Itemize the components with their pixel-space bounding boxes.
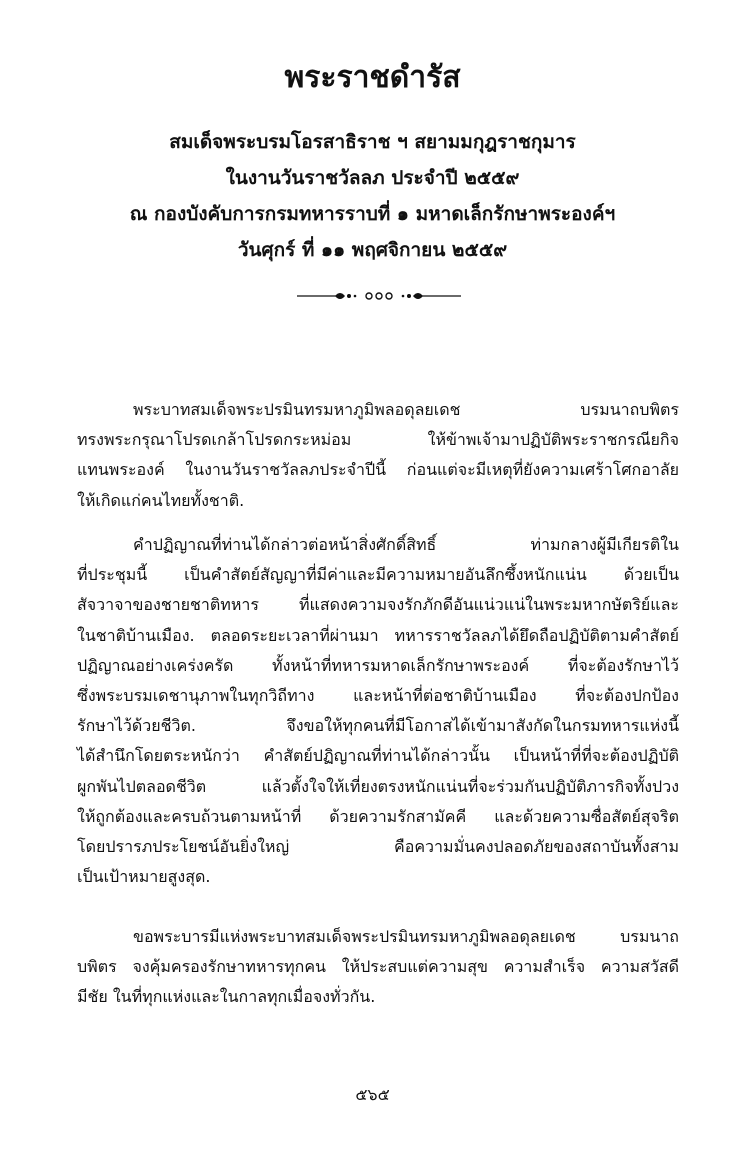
ornament-divider <box>297 286 461 306</box>
text-line: โดยปรารภประโยชน์อันยิ่งใหญ่ คือความมั่นคงปลอดภัยของสถาบันทั้งสาม <box>77 836 679 856</box>
subtitle-line: วันศุกร์ ที่ ๑๑ พฤศจิกายน ๒๕๕๙ <box>237 239 508 261</box>
subtitle-block <box>0 124 745 268</box>
text-line: ผูกพันไปตลอดชีวิต แล้วตั้งใจให้เที่ยงตรงหนักแน่นที่จะร่วมกันปฏิบัติภารกิจทั้งปวง <box>77 776 679 796</box>
subtitle-line: สมเด็จพระบรมโอรสาธิราช ฯ สยามมกุฎราชกุมาร <box>169 131 576 153</box>
paragraph-1 <box>77 395 679 516</box>
text-line: ให้เกิดแก่คนไทยทั้งชาติ. <box>77 490 245 510</box>
paragraph-3 <box>77 922 679 1013</box>
text-line: พระบาทสมเด็จพระปรมินทรมหาภูมิพลอดุลยเดช บรมนาถบพิตร <box>133 400 679 419</box>
text-line: คำปฏิญาณที่ท่านได้กล่าวต่อหน้าสิ่งศักดิ์สิทธิ์ ท่ามกลางผู้มีเกียรติใน <box>133 535 679 554</box>
text-line: แทนพระองค์ ในงานวันราชวัลลภประจำปีนี้ ก่อนแต่จะมีเหตุที่ยังความเศร้าโศกอาลัย <box>77 460 679 480</box>
text-line: สัจวาจาของชายชาติทหาร ที่แสดงความจงรักภักดีอันแน่วแน่ในพระมหากษัตริย์และ <box>77 595 679 615</box>
text-line: ในชาติบ้านเมือง. ตลอดระยะเวลาที่ผ่านมา ทหารราชวัลลภได้ยึดถือปฏิบัติตามคำสัตย์ <box>77 625 679 645</box>
page-title: พระราชดำรัส <box>284 60 461 95</box>
text-line: ซึ่งพระบรมเดชานุภาพในทุกวิถีทาง และหน้าที่ต่อชาติบ้านเมือง ที่จะต้องปกป้อง <box>77 685 679 705</box>
text-line: ที่ประชุมนี้ เป็นคำสัตย์สัญญาที่มีค่าและมีความหมายอันลึกซึ้งหนักแน่น ด้วยเป็น <box>77 565 679 585</box>
paragraph-2 <box>77 530 679 892</box>
subtitle-line: ณ กองบังคับการกรมทหารราบที่ ๑ มหาดเล็กรักษาพระองค์ฯ <box>129 203 616 225</box>
text-line: รักษาไว้ด้วยชีวิต. จึงขอให้ทุกคนที่มีโอกาสได้เข้ามาสังกัดในกรมทหารแห่งนี้ <box>77 716 679 736</box>
text-line: ปฏิญาณอย่างเคร่งครัด ทั้งหน้าที่ทหารมหาดเล็กรักษาพระองค์ ที่จะต้องรักษาไว้ <box>77 655 679 675</box>
text-line: บพิตร จงคุ้มครองรักษาทหารทุกคน ให้ประสบแต่ความสุข ความสำเร็จ ความสวัสดี <box>77 957 679 977</box>
text-line: ให้ถูกต้องและครบถ้วนตามหน้าที่ ด้วยความรักสามัคคี และด้วยความซื่อสัตย์สุจริต <box>77 806 679 826</box>
subtitle-line: ในงานวันราชวัลลภ ประจำปี ๒๕๕๙ <box>225 167 520 189</box>
text-line: เป็นเป้าหมายสูงสุด. <box>77 867 211 887</box>
page-number: ๕๖๕ <box>355 1085 390 1104</box>
text-line: ได้สำนึกโดยตระหนักว่า คำสัตย์ปฏิญาณที่ท่านได้กล่าวนั้น เป็นหน้าที่ที่จะต้องปฏิบัติ <box>77 746 679 766</box>
text-line: ทรงพระกรุณาโปรดเกล้าโปรดกระหม่อม ให้ข้าพเจ้ามาปฏิบัติพระราชกรณียกิจ <box>77 430 679 450</box>
text-line: ขอพระบารมีแห่งพระบาทสมเด็จพระปรมินทรมหาภูมิพลอดุลยเดช บรมนาถ <box>133 927 679 946</box>
text-line: มีชัย ในที่ทุกแห่งและในกาลทุกเมื่อจงทั่วกัน. <box>77 987 376 1007</box>
